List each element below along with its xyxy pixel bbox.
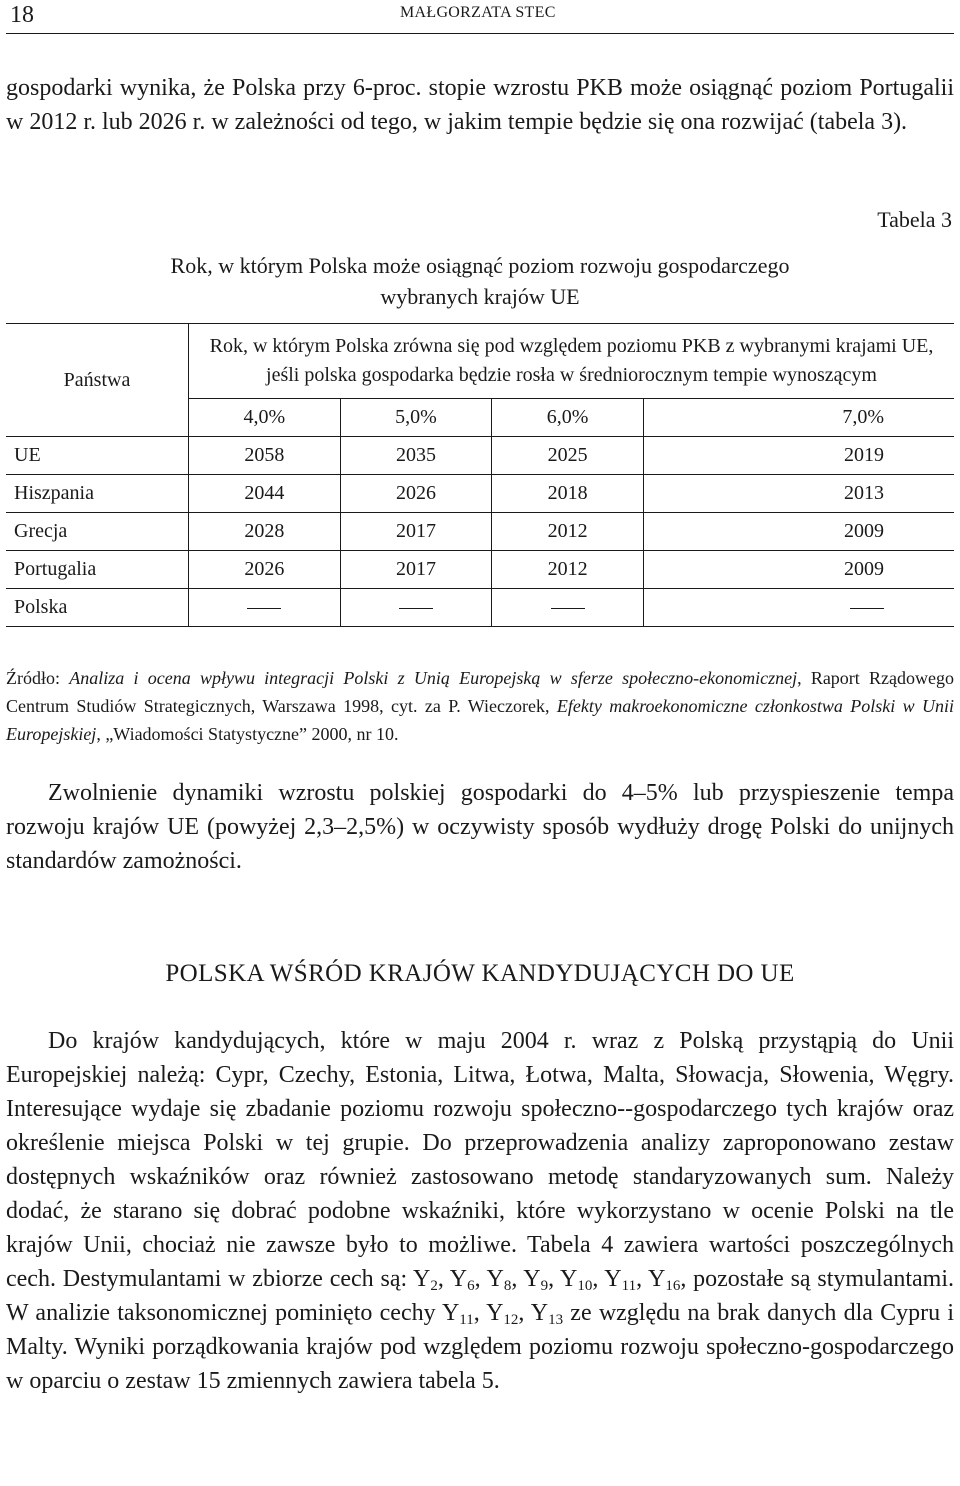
country-cell: Hiszpania [6,475,189,513]
value-cell: 2026 [340,475,492,513]
variable-symbol: $Y_{12}$ [486,1300,519,1328]
rate-header: 5,0% [340,399,492,437]
value-cell: 2025 [492,437,644,475]
value-cell: 2019 [844,444,884,466]
header-rule [6,33,954,34]
table-row [6,437,954,475]
variable-symbol: $Y_8$ [486,1266,512,1294]
destimulant-list: $Y_2$, $Y_6$, $Y_8$, $Y_9$, $Y_{10}$, $Y_{11}$, $Y_{16}$, [413,1266,687,1294]
omitted-list: $Y_{11}$, $Y_{12}$, $Y_{13}$ [441,1300,564,1328]
page-number: 18 [10,2,34,28]
variable-symbol: $Y_{11}$ [604,1266,637,1294]
source-title-2: Efekty makroekonomiczne członkostwa Polski w Unii Europejskiej [6,696,955,744]
dash-mark [850,608,884,609]
source-label: Źródło: [6,668,60,688]
paragraph-3-part-2: pozostałe są stymulantami. W analizie taksonomicznej pominięto cechy [6,1266,955,1326]
dash-mark [551,608,585,609]
rate-header: 6,0% [492,399,644,437]
table-row [6,475,954,513]
running-header [6,0,954,34]
table-source-note [6,664,954,748]
value-cell: 2044 [189,475,341,513]
paragraph-3 [6,1024,954,1398]
dash-mark [247,608,281,609]
source-text-1: , Raport Rządowego Centrum Studiów Strategicznych, Warszawa 1998, cyt. za P. Wieczorek, [6,668,955,716]
value-cell: 2009 [643,513,954,551]
variable-symbol: $Y_{10}$ [560,1266,593,1294]
value-cell [189,589,341,627]
value-cell [643,589,954,627]
running-head-author: MAŁGORZATA STEC [400,4,556,21]
paragraph-3-part-1: Do krajów kandydujących, które w maju 2004 r. wraz z Polską przystąpią do Unii Europejskiej należą: Cypr, Czechy, Estonia, Litwa, Łotwa, Malta, Słowacja, Słowenia, Węgry. Interesujące wydaje się zbadanie poziomu rozwoju społeczno--gospodarczego tych krajów oraz określenie miejsca Polski w tej grupie. Do przeprowadzenia analizy zaproponowano zestaw dostępnych wskaźników oraz również zastosowano metodę standaryzowanych sum. Należy dodać, że starano się dobrać podobne wskaźniki, które wykorzystano w ocenie Polski na tle krajów Unii, chociaż nie zawsze było to możliwe. Tabela 4 zawiera wartości poszczególnych cech. Destymulantami w zbiorze cech są: [6,1028,954,1292]
paragraph-3-part-3: ze względu na brak danych dla Cypru i Malty. Wyniki porządkowania krajów pod względem poziomu rozwoju społeczno-gospodarczego w oparciu o zestaw 15 zmiennych zawiera tabela 5. [6,1300,955,1394]
value-cell: 2028 [189,513,341,551]
value-cell: 2012 [492,551,644,589]
value-cell: 2017 [340,551,492,589]
table-row [6,589,954,627]
source-text-2: , „Wiadomości Statystyczne” 2000, nr 10. [96,724,399,744]
country-cell: UE [6,437,189,475]
source-title-1: Analiza i ocena wpływu integracji Polski z Unią Europejską w sferze społeczno-ekonomicznej [69,668,798,688]
variable-symbol: $Y_9$ [523,1266,549,1294]
value-cell: 2035 [340,437,492,475]
table-title [60,250,900,312]
table-label: Tabela 3 [877,207,952,232]
variable-symbol: $Y_2$ [413,1266,438,1294]
data-table [6,323,954,627]
intro-paragraph: gospodarki wynika, że Polska przy 6-proc. stopie wzrostu PKB może osiągnąć poziom Portugalii w 2012 r. lub 2026 r. w zależności od tego, w jakim tempie będzie się ona rozwijać (tabela 3). [6,75,954,135]
rate-header: 4,0% [189,399,341,437]
variable-symbol: $Y_6$ [449,1266,475,1294]
value-cell: 2017 [340,513,492,551]
value-cell: 2026 [189,551,341,589]
table-header-row [6,324,954,399]
country-cell: Polska [6,589,189,627]
value-cell [340,589,492,627]
table-title-line-2: wybranych krajów UE [380,284,580,309]
value-cell [492,589,644,627]
value-cell: 2012 [492,513,644,551]
value-cell: 2018 [492,475,644,513]
table-row [6,513,954,551]
value-cell: 2013 [643,475,954,513]
value-cell: 2009 [643,551,954,589]
variable-symbol: $Y_{11}$ [441,1300,474,1328]
column-header-states: Państwa [6,324,189,437]
variable-symbol: $Y_{16}$ [648,1266,681,1294]
column-header-group: Rok, w którym Polska zrówna się pod względem poziomu PKB z wybranymi krajami UE, jeśli polska gospodarka będzie rosła w średniorocznym tempie wynoszącym [189,324,955,399]
variable-symbol: $Y_{13}$ [530,1300,564,1328]
table-row [6,551,954,589]
dash-mark [399,608,433,609]
section-heading: POLSKA WŚRÓD KRAJÓW KANDYDUJĄCYCH DO UE [165,960,795,987]
country-cell: Portugalia [6,551,189,589]
paragraph-2: Zwolnienie dynamiki wzrostu polskiej gospodarki do 4–5% lub przyspieszenie tempa rozwoju krajów UE (powyżej 2,3–2,5%) w oczywisty sposób wydłuży drogę Polski do unijnych standardów zamożności. [6,780,954,874]
rate-header: 7,0% [643,399,954,437]
country-cell: Grecja [6,513,189,551]
value-cell: 2058 [189,437,341,475]
table-title-line-1: Rok, w którym Polska może osiągnąć poziom rozwoju gospodarczego [170,253,790,278]
